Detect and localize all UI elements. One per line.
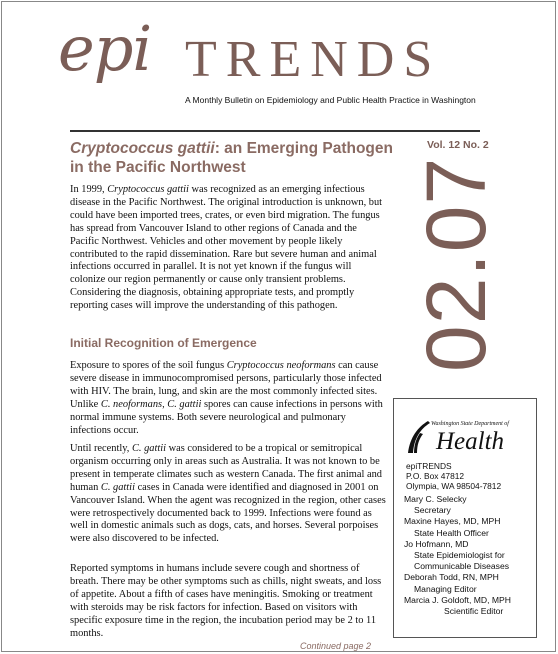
- staff-role: Managing Editor: [414, 583, 477, 594]
- staff-role: State Health Officer: [414, 527, 489, 538]
- staff-role: Secretary: [414, 505, 451, 516]
- masthead-sidebar: [393, 398, 537, 638]
- staff-list: [404, 494, 511, 617]
- logo-department: Washington State Department of: [431, 421, 509, 427]
- masthead-epi: epi: [58, 12, 152, 85]
- masthead-trends: TRENDS: [185, 31, 442, 88]
- intro-paragraph: In 1999, Cryptococcus gattii was recognized as an emerging infectious disease in the Pacific Northwest. The original introduction is unknown, but could have been imported trees, crates, or even bird migration. The fungus has spread from Vancouver Island to other regions of Canada and the Pacific Northwest. Vehicles and other movement by people likely contributed to the rapid dissemination. Rare but severe human and animal infections occurred in parallel. It is not yet known if the fungus will colonize our region permanently or cause only transient problems. Considering the diagnosis, obtaining appropriate tests, and promptly reporting cases will improve the understanding of this pathogen.: [70, 184, 383, 312]
- staff-role: Scientific Editor: [444, 606, 504, 617]
- paragraph-history: Until recently, C. gattii was considered to be a tropical or semitropical organism occurring only in areas such as Australia. It was not known to be present in temperate climates such as western Canada. The first animal and human C. gattii cases in Canada were identified and diagnosed in 2001 on Vancouver Island. When the agent was recognized in the region, other cases were retrospectively documented back to 1999. Infections were found as well in domestic animals such as dogs, cats, and horses. Several porpoises were also discovered to be infected.: [70, 443, 386, 545]
- article-title: [70, 139, 400, 177]
- staff-name: Mary C. Selecky: [404, 494, 467, 504]
- header-rule: [70, 130, 480, 132]
- article-title-rest: : an Emerging Pathogen in the Pacific Northwest: [70, 140, 393, 176]
- paragraph-exposure: Exposure to spores of the soil fungus Cryptococcus neoformans can cause severe disease in immunocompromised persons, particularly those infected with HIV. The brain, lung, and skin are the most commonly infected sites. Unlike C. neoformans, C. gattii spores can cause infections in persons with normal immune systems. Both severe neurological and pulmonary infections occur.: [70, 360, 383, 436]
- staff-name: Marcia J. Goldoft, MD, MPH: [404, 594, 511, 605]
- article-title-genus: Cryptococcus gattii: [70, 140, 215, 157]
- staff-name: Deborah Todd, RN, MPH: [404, 572, 499, 583]
- mailing-address: epiTRENDS P.O. Box 47812 Olympia, WA 98504-7812: [406, 461, 502, 492]
- staff-name: Maxine Hayes, MD, MPH: [404, 516, 501, 527]
- staff-name: Jo Hofmann, MD: [404, 538, 469, 549]
- issue-volume: Vol. 12 No. 2: [427, 139, 489, 151]
- paragraph-symptoms: Reported symptoms in humans include severe cough and shortness of breath. There may be other symptoms such as chills, night sweats, and loss of appetite. About a fifth of cases have meningitis. Smoking or treatment with steroids may be risk factors for infection. Based on visitors with specific exposure time in the region, the incubation period may be 2 to 11 months.: [70, 563, 382, 639]
- doh-logo-icon: [404, 419, 434, 457]
- issue-date: 02.07: [409, 156, 503, 372]
- masthead-tagline: A Monthly Bulletin on Epidemiology and Public Health Practice in Washington: [185, 95, 476, 105]
- staff-role: State Epidemiologist for: [414, 550, 505, 561]
- staff-role: Communicable Diseases: [414, 561, 510, 572]
- logo-wordmark: Health: [436, 428, 505, 455]
- continued-link[interactable]: Continued page 2: [300, 641, 372, 651]
- section-heading: Initial Recognition of Emergence: [70, 336, 257, 350]
